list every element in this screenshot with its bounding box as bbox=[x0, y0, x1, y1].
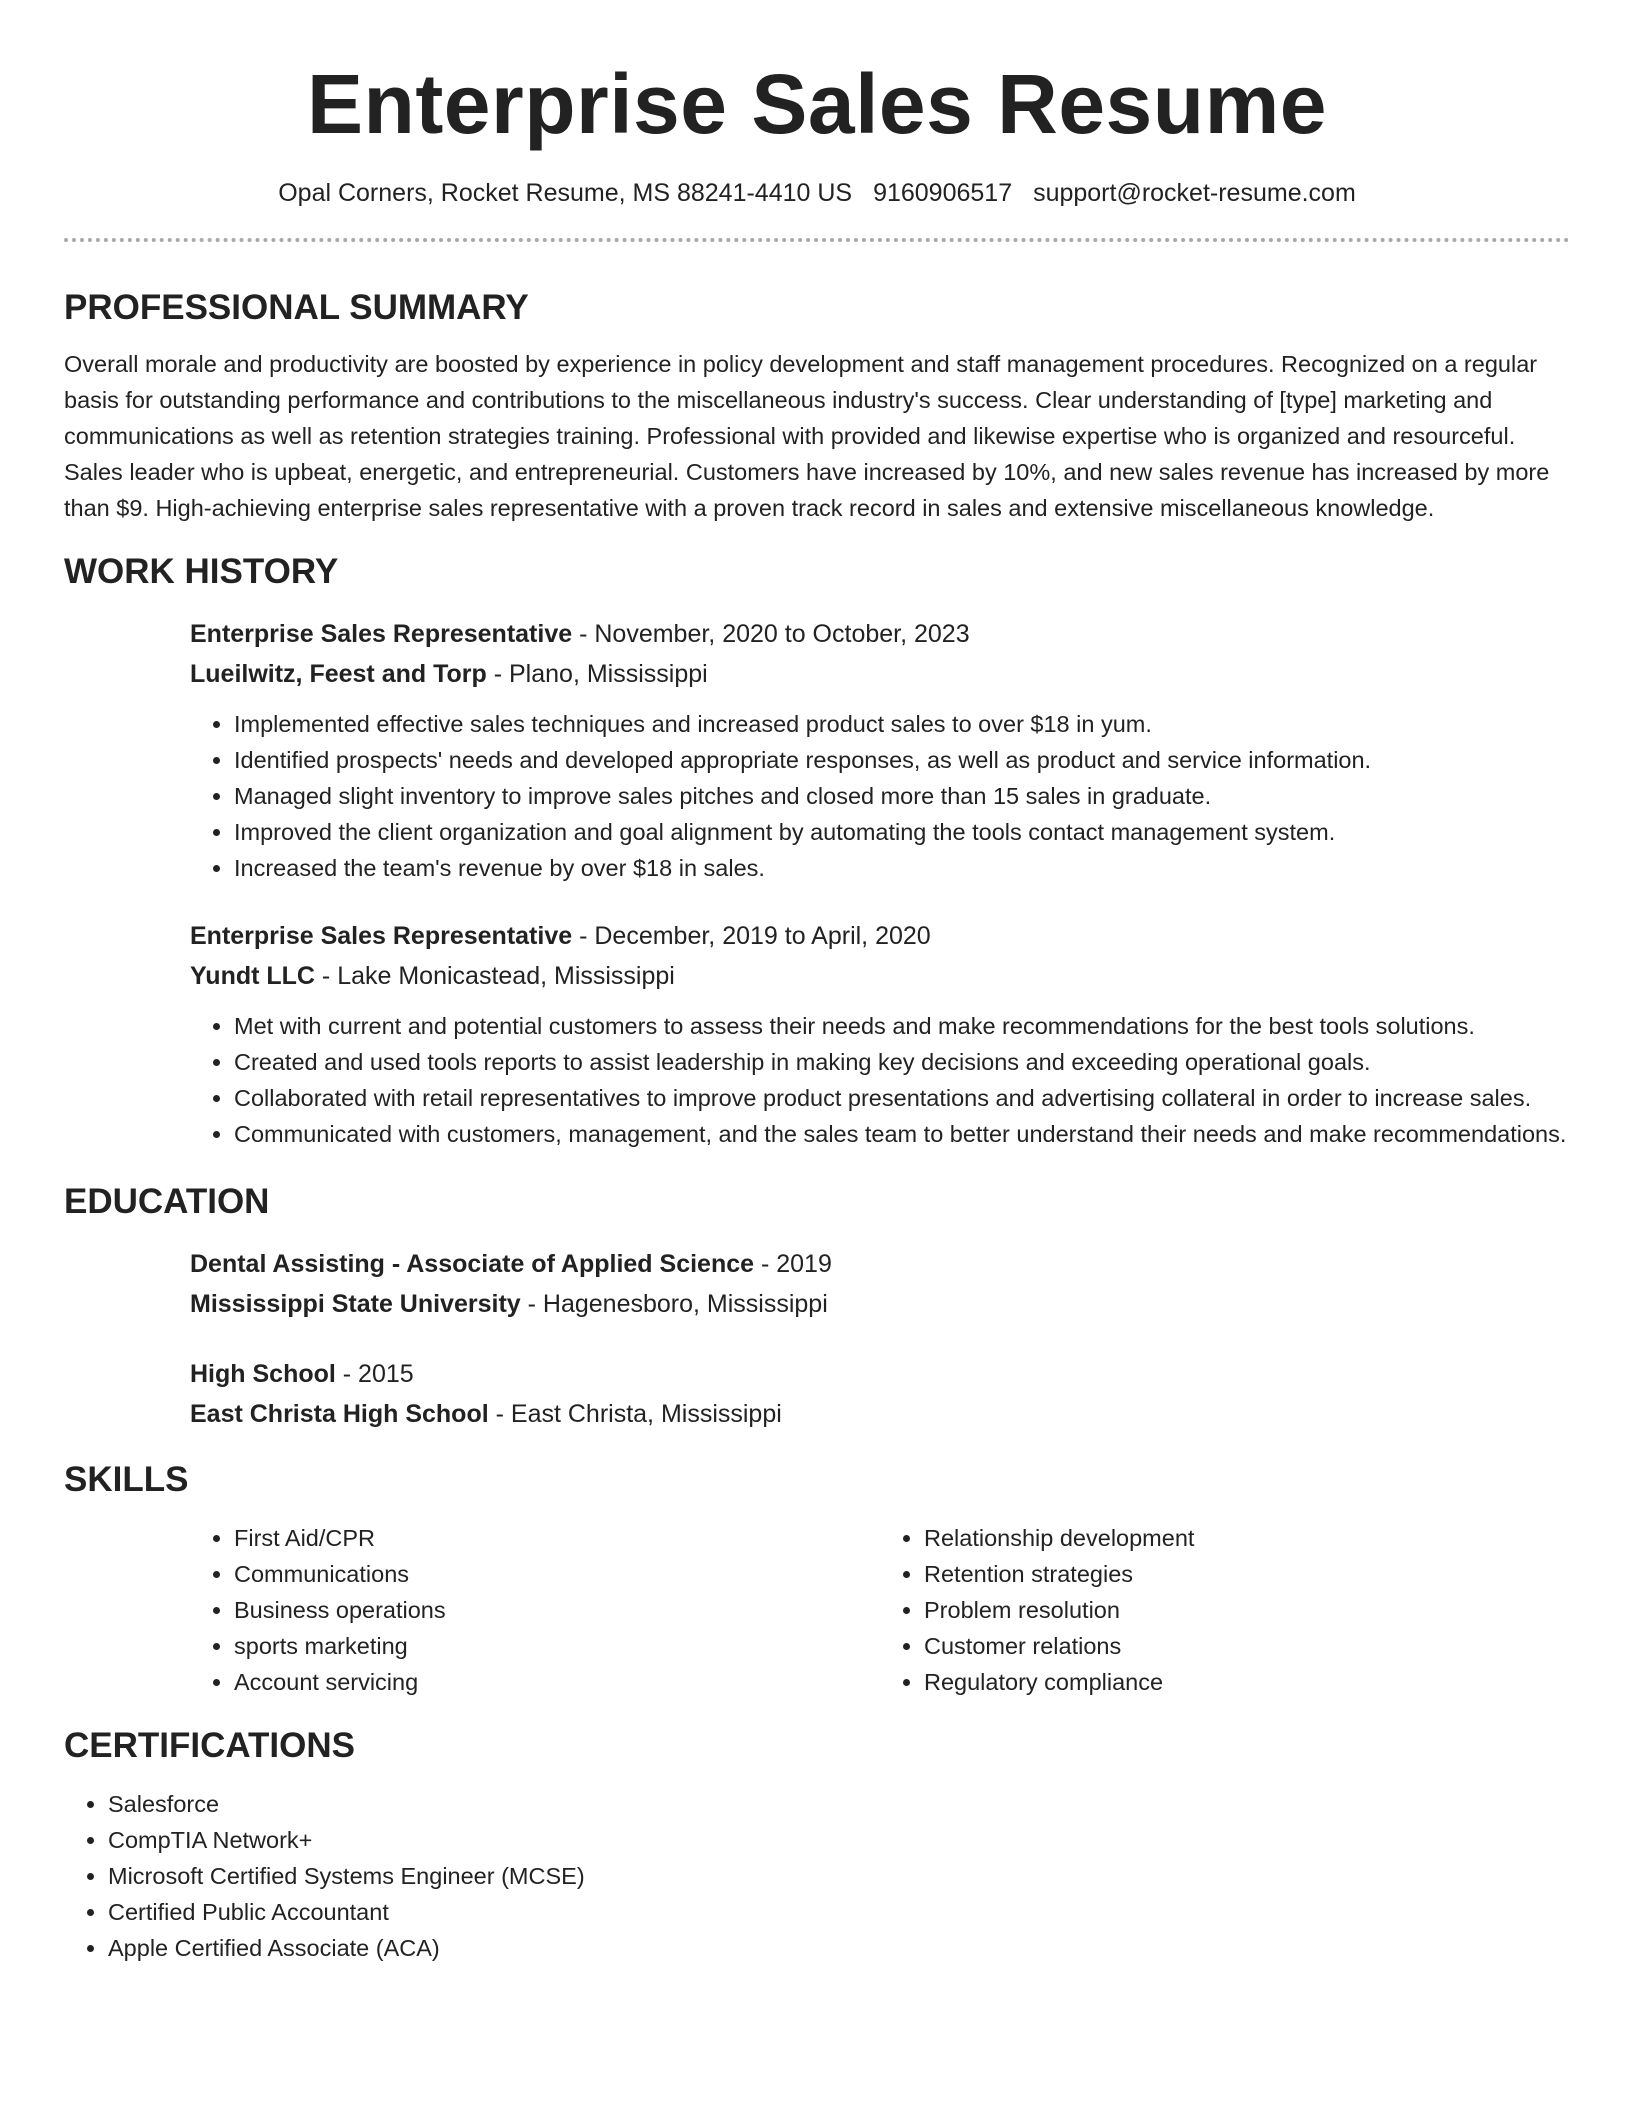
job-company-line bbox=[190, 654, 1570, 694]
school-line bbox=[190, 1284, 1570, 1324]
education-entry bbox=[190, 1354, 1570, 1434]
list-item: • First Aid/CPR bbox=[234, 1520, 880, 1556]
list-item: • Problem resolution bbox=[924, 1592, 1570, 1628]
list-item: • Certified Public Accountant bbox=[108, 1894, 1570, 1930]
degree-line bbox=[190, 1244, 1570, 1284]
resume-page bbox=[64, 0, 1570, 1966]
job-title-line bbox=[190, 614, 1570, 654]
work-history-heading: WORK HISTORY bbox=[64, 552, 339, 591]
list-item: • Business operations bbox=[234, 1592, 880, 1628]
education-heading: EDUCATION bbox=[64, 1182, 270, 1221]
resume-title: Enterprise Sales Resume bbox=[307, 57, 1327, 151]
school-location: - Hagenesboro, Mississippi bbox=[520, 1290, 828, 1318]
list-item: • Met with current and potential customers to assess their needs and make recommendations for the best tools solutions. bbox=[234, 1008, 1570, 1044]
school: Mississippi State University bbox=[190, 1290, 521, 1318]
job-entry bbox=[190, 916, 1570, 1152]
list-item: • Microsoft Certified Systems Engineer (MCSE) bbox=[108, 1858, 1570, 1894]
job-dates: - December, 2019 to April, 2020 bbox=[572, 922, 931, 950]
list-item: • Communicated with customers, management, and the sales team to better understand their needs and make recommendations. bbox=[234, 1116, 1570, 1152]
list-item: • Managed slight inventory to improve sales pitches and closed more than 15 sales in graduate. bbox=[234, 778, 1570, 814]
list-item: • Regulatory compliance bbox=[924, 1664, 1570, 1700]
job-location: - Plano, Mississippi bbox=[486, 660, 708, 688]
contact-line bbox=[64, 176, 1570, 210]
job-title: Enterprise Sales Representative bbox=[190, 922, 573, 950]
list-item: • Account servicing bbox=[234, 1664, 880, 1700]
job-title-line bbox=[190, 916, 1570, 956]
skills-grid bbox=[190, 1520, 1570, 1700]
degree: Dental Assisting - Associate of Applied Science bbox=[190, 1250, 755, 1278]
list-item: • Communications bbox=[234, 1556, 880, 1592]
degree-line bbox=[190, 1354, 1570, 1394]
summary-heading: PROFESSIONAL SUMMARY bbox=[64, 288, 529, 327]
summary-text: Overall morale and productivity are boosted by experience in policy development and staff management procedures. Recognized on a regular basis for outstanding performance and contributions to the miscellaneous industry's success. Clear understanding of [type] marketing and communications as well as retention strategies training. Professional with provided and likewise expertise who is organized and resourceful. Sales leader who is upbeat, energetic, and entrepreneurial. Customers have increased by 10%, and new sales revenue has increased by more than $9. High-achieving enterprise sales representative with a proven track record in sales and extensive miscellaneous knowledge. bbox=[64, 351, 1550, 521]
list-item: • Improved the client organization and goal alignment by automating the tools contact management system. bbox=[234, 814, 1570, 850]
job-dates: - November, 2020 to October, 2023 bbox=[572, 620, 970, 648]
school: East Christa High School bbox=[190, 1400, 489, 1428]
list-item: • Retention strategies bbox=[924, 1556, 1570, 1592]
school-location: - East Christa, Mississippi bbox=[488, 1400, 782, 1428]
degree: High School bbox=[190, 1360, 336, 1388]
contact-phone: 9160906517 bbox=[873, 179, 1013, 207]
certifications-heading: CERTIFICATIONS bbox=[64, 1726, 356, 1765]
list-item: • Identified prospects' needs and developed appropriate responses, as well as product and service information. bbox=[234, 742, 1570, 778]
degree-year: - 2019 bbox=[754, 1250, 832, 1278]
list-item: • Increased the team's revenue by over $18 in sales. bbox=[234, 850, 1570, 886]
list-item: • Customer relations bbox=[924, 1628, 1570, 1664]
list-item: • Salesforce bbox=[108, 1786, 1570, 1822]
list-item: • Implemented effective sales techniques and increased product sales to over $18 in yum. bbox=[234, 706, 1570, 742]
header-divider bbox=[64, 238, 1570, 242]
job-company: Lueilwitz, Feest and Torp bbox=[190, 660, 487, 688]
education-entry bbox=[190, 1244, 1570, 1324]
school-line bbox=[190, 1394, 1570, 1434]
skills-list-right bbox=[880, 1520, 1570, 1700]
job-location: - Lake Monicastead, Mississippi bbox=[314, 962, 675, 990]
list-item: • Collaborated with retail representatives to improve product presentations and advertising collateral in order to increase sales. bbox=[234, 1080, 1570, 1116]
contact-email: support@rocket-resume.com bbox=[1033, 179, 1356, 207]
list-item: • Created and used tools reports to assist leadership in making key decisions and exceeding operational goals. bbox=[234, 1044, 1570, 1080]
list-item: • CompTIA Network+ bbox=[108, 1822, 1570, 1858]
job-bullets bbox=[190, 1008, 1570, 1152]
list-item: • Relationship development bbox=[924, 1520, 1570, 1556]
job-entry bbox=[190, 614, 1570, 886]
job-company-line bbox=[190, 956, 1570, 996]
degree-year: - 2015 bbox=[335, 1360, 414, 1388]
skills-list-left bbox=[190, 1520, 880, 1700]
skills-heading: SKILLS bbox=[64, 1460, 189, 1499]
job-bullets bbox=[190, 706, 1570, 886]
certifications-list bbox=[64, 1786, 1570, 1966]
contact-address: Opal Corners, Rocket Resume, MS 88241-4410 US bbox=[278, 179, 853, 207]
list-item: • Apple Certified Associate (ACA) bbox=[108, 1930, 1570, 1966]
job-company: Yundt LLC bbox=[190, 962, 315, 990]
job-title: Enterprise Sales Representative bbox=[190, 620, 573, 648]
list-item: • sports marketing bbox=[234, 1628, 880, 1664]
